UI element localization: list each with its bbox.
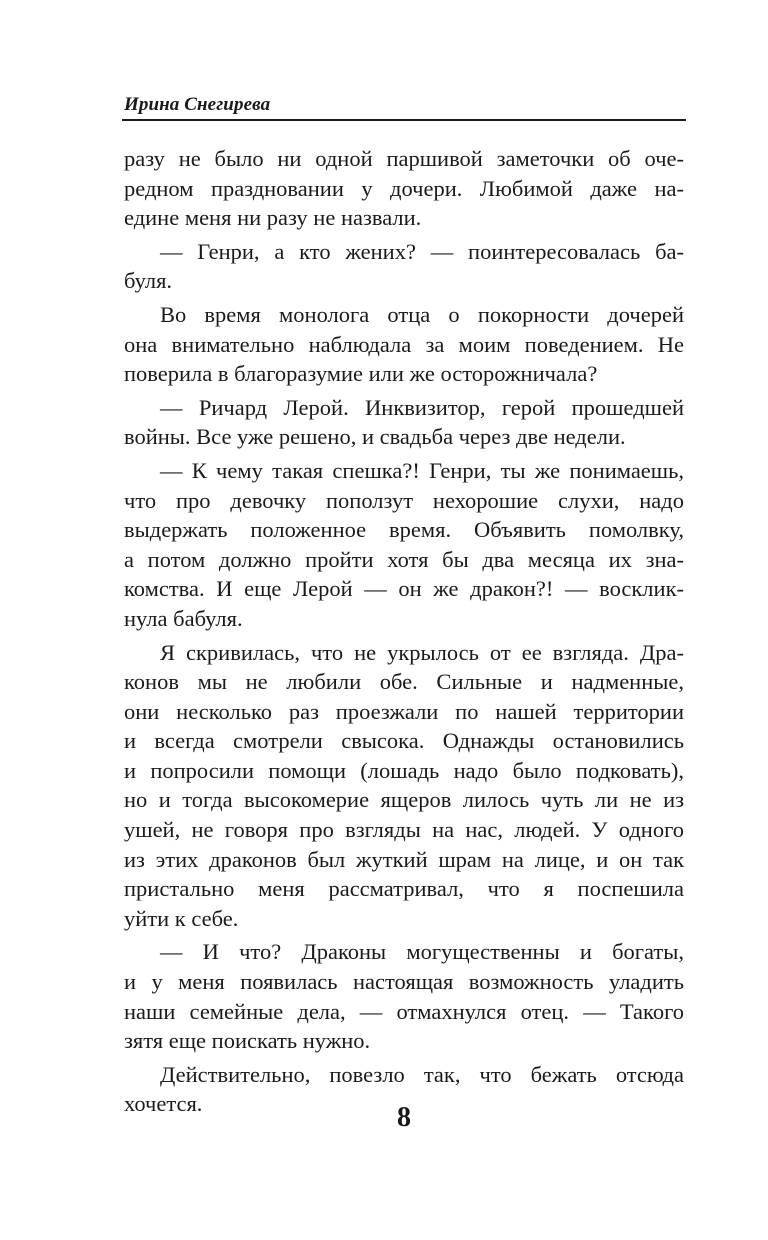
text-line: Я скривилась, что не укрылось от ее взгляда. Дра- bbox=[160, 639, 684, 665]
text-line: Во время монолога отца о покорности дочерей bbox=[160, 301, 684, 327]
paragraph bbox=[124, 638, 684, 934]
text-line: конов мы не любили обе. Сильные и надменные, bbox=[124, 669, 684, 695]
page-number: 8 bbox=[397, 1102, 411, 1133]
text-line: войны. Все уже решено, и свадьба через две недели. bbox=[124, 424, 626, 450]
text-line: — Генри, а кто жених? — поинтересовалась ба- bbox=[160, 238, 684, 264]
text-line: нула бабуля. bbox=[124, 605, 243, 631]
text-line: — И что? Драконы могущественны и богаты, bbox=[160, 939, 684, 965]
paragraph bbox=[124, 456, 684, 634]
text-line: редном праздновании у дочери. Любимой даже на- bbox=[124, 175, 684, 201]
text-line: поверила в благоразумие или же осторожничала? bbox=[124, 361, 598, 387]
text-line: из этих драконов был жуткий шрам на лице, и он так bbox=[124, 846, 684, 872]
text-line: а потом должно пройти хотя бы два месяца их зна- bbox=[124, 546, 684, 572]
text-line: наши семейные дела, — отмахнулся отец. — Такого bbox=[124, 998, 684, 1024]
text-line: — К чему такая спешка?! Генри, ты же понимаешь, bbox=[160, 457, 684, 483]
text-line: едине меня ни разу не назвали. bbox=[124, 205, 422, 231]
header-rule bbox=[122, 119, 686, 121]
paragraph bbox=[124, 237, 684, 296]
text-line: зятя еще поискать нужно. bbox=[124, 1028, 371, 1054]
text-line: и всегда смотрели свысока. Однажды остановились bbox=[124, 728, 684, 754]
paragraph bbox=[124, 144, 684, 233]
text-line: хочется. bbox=[124, 1091, 203, 1117]
text-line: разу не было ни одной паршивой заметочки об оче- bbox=[124, 146, 684, 171]
running-header-author: Ирина Снегирева bbox=[124, 94, 271, 115]
text-line: уйти к себе. bbox=[124, 905, 239, 931]
text-line: буля. bbox=[124, 268, 173, 294]
text-line: что про девочку поползут нехорошие слухи, надо bbox=[124, 487, 684, 513]
text-line: комства. И еще Лерой — он же дракон?! — восклик- bbox=[124, 576, 684, 602]
paragraph bbox=[124, 300, 684, 389]
text-line: Действительно, повезло так, что бежать отсюда bbox=[160, 1061, 684, 1087]
body-text bbox=[124, 144, 684, 1119]
text-line: — Ричард Лерой. Инквизитор, герой прошедшей bbox=[160, 394, 684, 420]
text-line: пристально меня рассматривал, что я поспешила bbox=[124, 876, 684, 902]
text-line: выдержать положенное время. Объявить помолвку, bbox=[124, 517, 684, 543]
text-line: но и тогда высокомерие ящеров лилось чуть ли не из bbox=[124, 787, 684, 813]
text-line: и у меня появилась настоящая возможность уладить bbox=[124, 969, 684, 995]
paragraph bbox=[124, 393, 684, 452]
text-line: она внимательно наблюдала за моим поведением. Не bbox=[124, 331, 684, 357]
paragraph bbox=[124, 937, 684, 1055]
text-line: ушей, не говоря про взгляды на нас, людей. У одного bbox=[124, 817, 684, 843]
text-line: они несколько раз проезжали по нашей территории bbox=[124, 698, 684, 724]
text-line: и попросили помощи (лошадь надо было подковать), bbox=[124, 757, 684, 783]
